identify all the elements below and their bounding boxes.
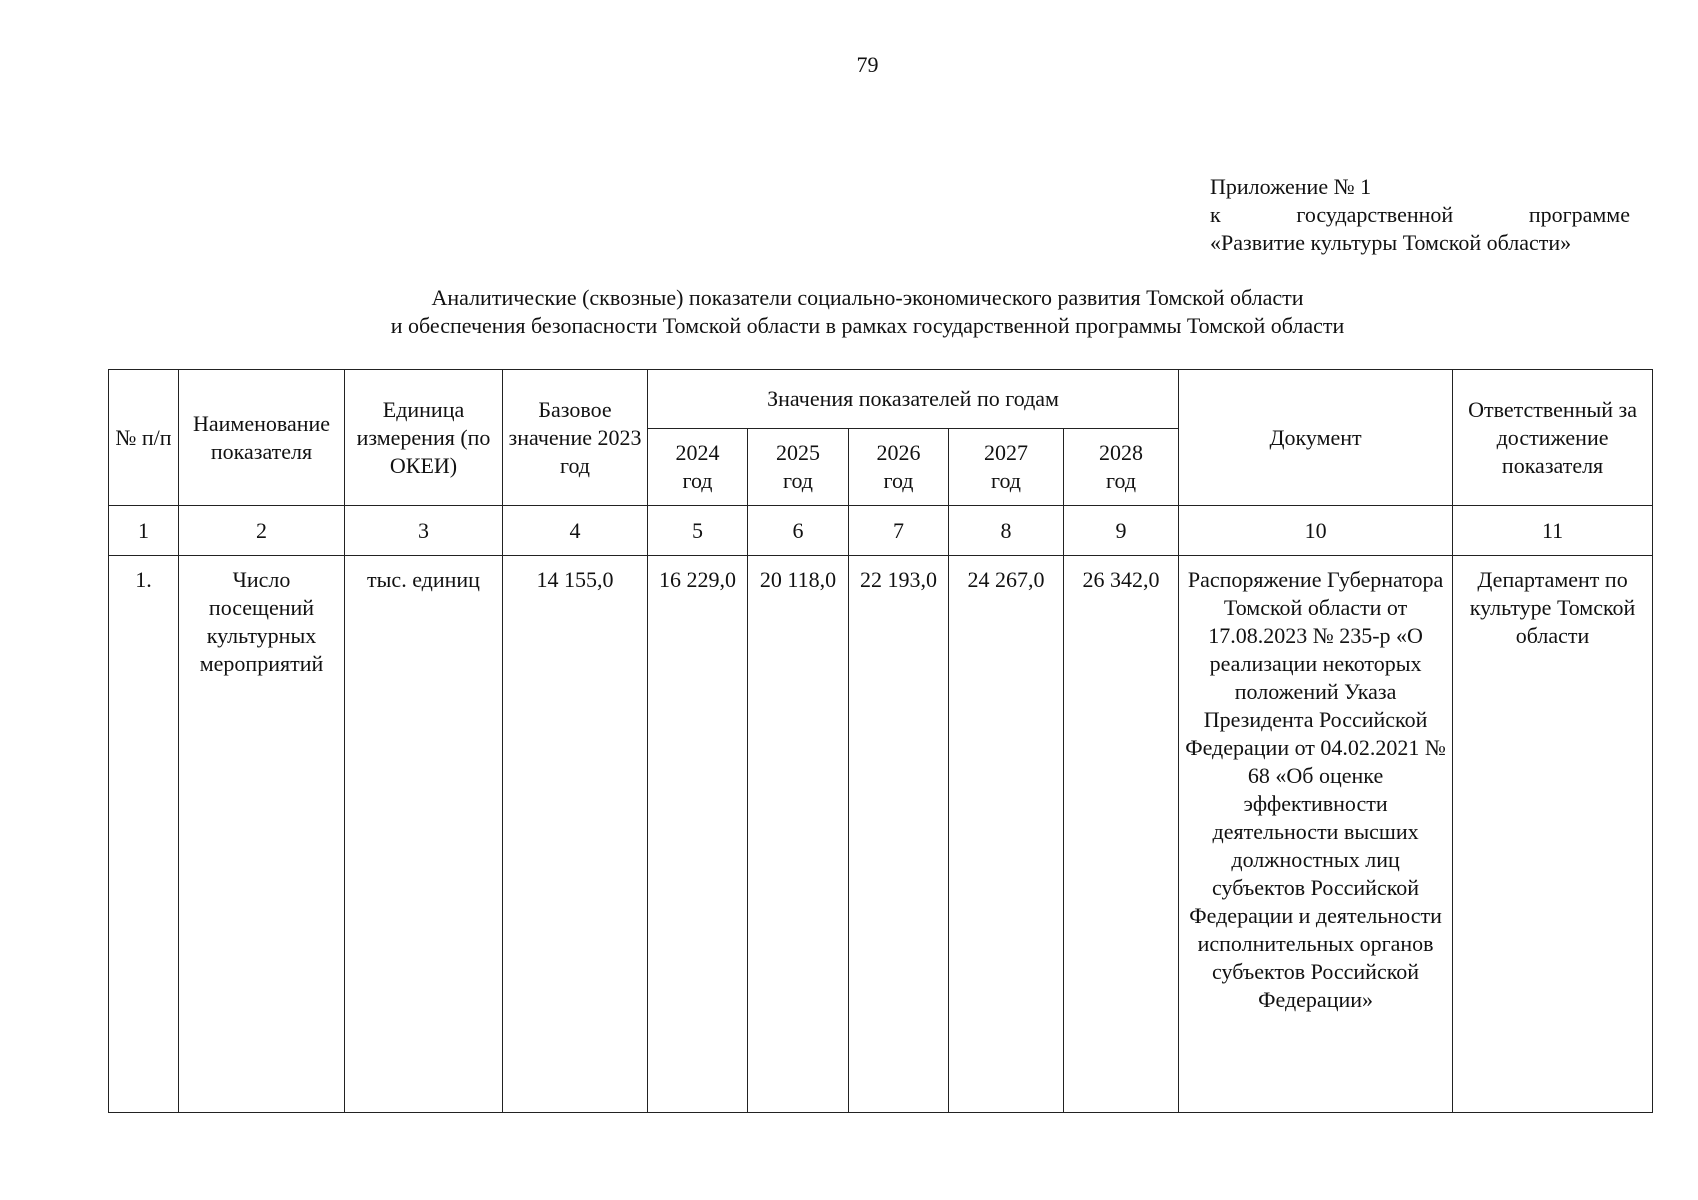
unit-cell: тыс. единиц xyxy=(345,556,503,1113)
column-number: 11 xyxy=(1453,506,1653,556)
year-label: год xyxy=(883,468,914,493)
header-responsible: Ответственный за достижение показателя xyxy=(1453,370,1653,506)
appendix-block xyxy=(1210,173,1630,257)
column-number: 7 xyxy=(849,506,949,556)
header-year xyxy=(1064,429,1179,506)
value-cell-2028: 26 342,0 xyxy=(1064,556,1179,1113)
column-number: 1 xyxy=(109,506,179,556)
header-year xyxy=(648,429,748,506)
header-unit: Единица измерения (по ОКЕИ) xyxy=(345,370,503,506)
column-number: 6 xyxy=(748,506,849,556)
table-row xyxy=(109,556,1653,1113)
header-num: № п/п xyxy=(109,370,179,506)
appendix-word: к xyxy=(1210,202,1221,227)
title-line-2: и обеспечения безопасности Томской области в рамках государственной программы Томской области xyxy=(390,313,1345,338)
indicators-table xyxy=(108,369,1653,1113)
document-title xyxy=(0,284,1698,340)
value-cell-2025: 20 118,0 xyxy=(748,556,849,1113)
year-label: год xyxy=(990,468,1022,493)
responsible-cell: Департамент по культуре Томской области xyxy=(1453,556,1653,1113)
column-number: 9 xyxy=(1064,506,1179,556)
header-name: Наименование показателя xyxy=(179,370,345,506)
column-number: 10 xyxy=(1179,506,1453,556)
row-num: 1. xyxy=(109,556,179,1113)
year-value: 2026 xyxy=(876,440,921,465)
appendix-line-2 xyxy=(1210,201,1630,229)
header-year xyxy=(748,429,849,506)
column-number-row xyxy=(109,506,1653,556)
year-label: год xyxy=(782,468,814,493)
column-number: 2 xyxy=(179,506,345,556)
appendix-word: программе xyxy=(1528,202,1630,227)
year-value: 2025 xyxy=(776,440,820,465)
year-value: 2024 xyxy=(675,440,720,465)
value-cell-2027: 24 267,0 xyxy=(949,556,1064,1113)
column-number: 4 xyxy=(503,506,648,556)
value-cell-2024: 16 229,0 xyxy=(648,556,748,1113)
value-cell-2026: 22 193,0 xyxy=(849,556,949,1113)
year-label: год xyxy=(682,468,713,493)
page-number: 79 xyxy=(856,52,879,77)
column-number: 8 xyxy=(949,506,1064,556)
header-base: Базовое значение 2023 год xyxy=(503,370,648,506)
document-cell: Распоряжение Губернатора Томской области от 17.08.2023 № 235-р «О реализации некоторых положений Указа Президента Российской Федерации от 04.02.2021 № 68 «Об оценке эффективности деятельности высших должностных лиц субъектов Российской Федерации и деятельности исполнительных органов субъектов Российской Федерации» xyxy=(1179,556,1453,1113)
header-values-group: Значения показателей по годам xyxy=(648,370,1179,429)
year-value: 2028 xyxy=(1099,440,1144,465)
title-line-1: Аналитические (сквозные) показатели социально-экономического развития Томской области xyxy=(431,285,1304,310)
column-number: 3 xyxy=(345,506,503,556)
base-value-cell: 14 155,0 xyxy=(503,556,648,1113)
column-number: 5 xyxy=(648,506,748,556)
header-year xyxy=(949,429,1064,506)
header-row-1 xyxy=(109,370,1653,429)
appendix-word: государственной xyxy=(1296,202,1454,227)
year-value: 2027 xyxy=(984,440,1028,465)
appendix-line-1: Приложение № 1 xyxy=(1210,174,1372,199)
indicator-name: Число посещений культурных мероприятий xyxy=(179,556,345,1113)
appendix-line-3: «Развитие культуры Томской области» xyxy=(1210,230,1572,255)
header-year xyxy=(849,429,949,506)
year-label: год xyxy=(1106,468,1137,493)
header-document: Документ xyxy=(1179,370,1453,506)
